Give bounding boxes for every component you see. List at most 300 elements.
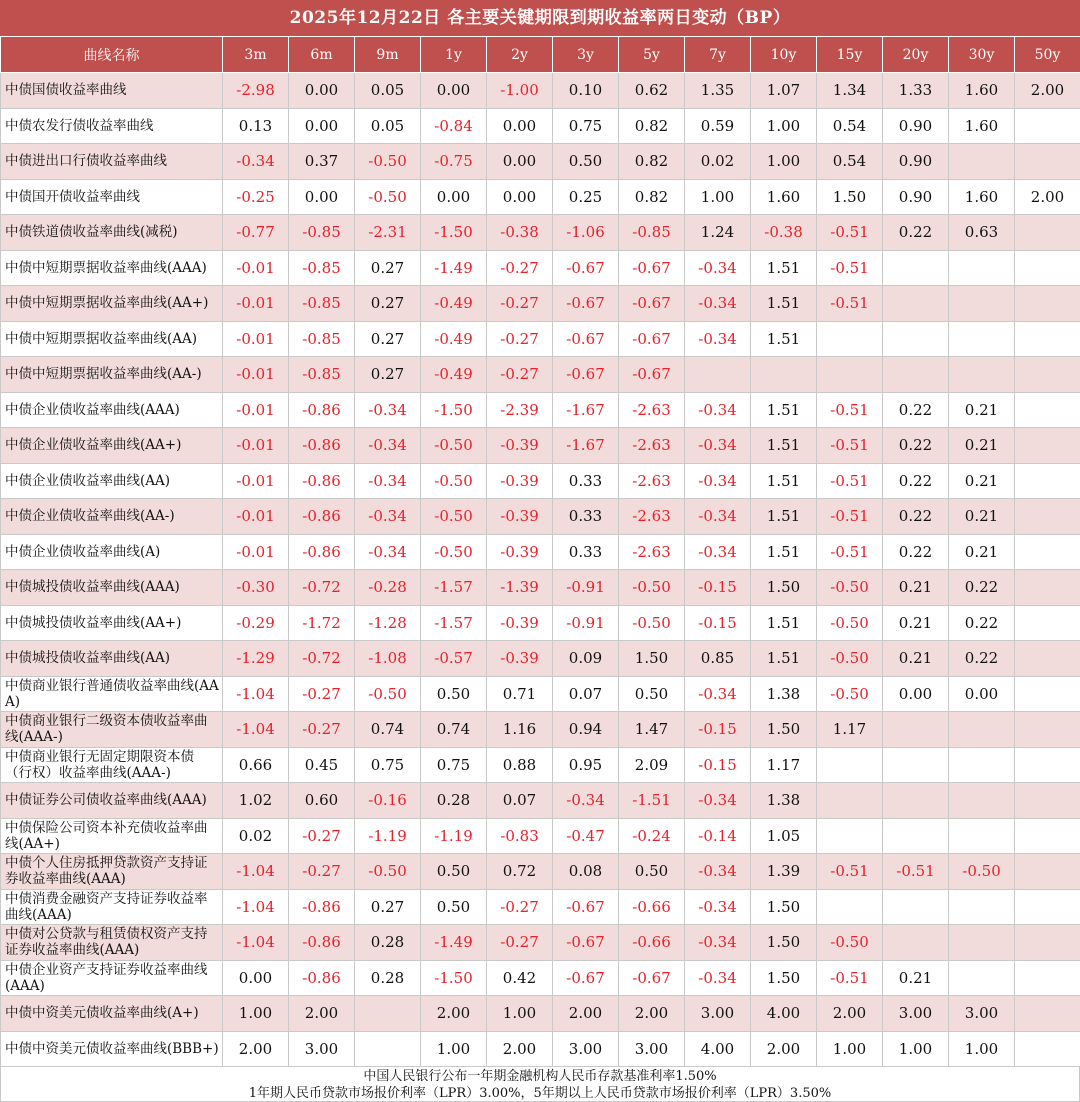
value-cell: 0.02 [223, 818, 289, 854]
value-cell: -1.00 [487, 73, 553, 109]
value-cell: -0.51 [817, 960, 883, 996]
value-cell: -2.63 [619, 428, 685, 464]
table-row [1, 996, 1080, 1032]
value-cell: 0.74 [421, 712, 487, 748]
value-cell: -2.63 [619, 534, 685, 570]
value-cell: 1.51 [751, 286, 817, 322]
value-cell [883, 712, 949, 748]
value-cell: -0.67 [619, 286, 685, 322]
value-cell [949, 747, 1015, 783]
value-cell: -0.27 [289, 712, 355, 748]
value-cell: 1.51 [751, 428, 817, 464]
value-cell: 0.28 [421, 783, 487, 819]
value-cell [1015, 215, 1080, 251]
value-cell: 0.21 [883, 605, 949, 641]
table-row [1, 605, 1080, 641]
value-cell: -2.63 [619, 499, 685, 535]
value-cell: 1.51 [751, 392, 817, 428]
value-cell: -0.85 [619, 215, 685, 251]
column-header-6m: 6m [289, 37, 355, 73]
value-cell: 2.09 [619, 747, 685, 783]
table-row [1, 570, 1080, 606]
table-row [1, 783, 1080, 819]
value-cell: 0.54 [817, 144, 883, 180]
curve-name-cell: 中债企业债收益率曲线(AAA) [1, 392, 223, 428]
value-cell: 0.27 [355, 250, 421, 286]
value-cell: -0.50 [421, 428, 487, 464]
value-cell: -0.15 [685, 605, 751, 641]
value-cell: -2.98 [223, 73, 289, 109]
value-cell: -0.28 [355, 570, 421, 606]
value-cell: -2.31 [355, 215, 421, 251]
value-cell: 0.37 [289, 144, 355, 180]
value-cell: 0.75 [553, 108, 619, 144]
value-cell: -0.86 [289, 392, 355, 428]
curve-name-cell: 中债企业债收益率曲线(AA-) [1, 499, 223, 535]
curve-name-cell: 中债城投债收益率曲线(AAA) [1, 570, 223, 606]
value-cell: 0.22 [883, 428, 949, 464]
value-cell: -0.50 [949, 854, 1015, 890]
value-cell [1015, 925, 1080, 961]
column-header-15y: 15y [817, 37, 883, 73]
value-cell: -1.04 [223, 854, 289, 890]
curve-name-cell: 中债企业债收益率曲线(AA+) [1, 428, 223, 464]
value-cell: 2.00 [817, 996, 883, 1032]
value-cell: -0.91 [553, 605, 619, 641]
value-cell [883, 321, 949, 357]
value-cell: -0.15 [685, 570, 751, 606]
value-cell: -2.63 [619, 392, 685, 428]
value-cell: -0.51 [883, 854, 949, 890]
value-cell: 0.08 [553, 854, 619, 890]
value-cell: -0.67 [553, 357, 619, 393]
value-cell: 0.22 [883, 392, 949, 428]
value-cell: -0.39 [487, 605, 553, 641]
value-cell: -0.67 [553, 960, 619, 996]
value-cell: -0.57 [421, 641, 487, 677]
curve-name-cell: 中债农发行债收益率曲线 [1, 108, 223, 144]
value-cell: 0.05 [355, 108, 421, 144]
value-cell: -0.24 [619, 818, 685, 854]
curve-name-cell: 中债企业债收益率曲线(A) [1, 534, 223, 570]
value-cell: -0.01 [223, 463, 289, 499]
table-row [1, 960, 1080, 996]
value-cell: -0.01 [223, 428, 289, 464]
value-cell: -0.34 [685, 321, 751, 357]
value-cell: -0.50 [817, 605, 883, 641]
value-cell: -0.27 [487, 925, 553, 961]
value-cell: -2.39 [487, 392, 553, 428]
value-cell: -1.29 [223, 641, 289, 677]
value-cell: 2.00 [751, 1031, 817, 1067]
value-cell: 1.38 [751, 783, 817, 819]
table-row [1, 925, 1080, 961]
value-cell: 0.95 [553, 747, 619, 783]
table-row [1, 534, 1080, 570]
value-cell: 0.22 [883, 499, 949, 535]
value-cell [1015, 499, 1080, 535]
value-cell: 0.25 [553, 179, 619, 215]
value-cell: -1.08 [355, 641, 421, 677]
value-cell: 2.00 [553, 996, 619, 1032]
value-cell: 2.00 [421, 996, 487, 1032]
value-cell [1015, 428, 1080, 464]
value-cell: 1.38 [751, 676, 817, 712]
value-cell: 0.33 [553, 499, 619, 535]
column-header-5y: 5y [619, 37, 685, 73]
value-cell: 0.88 [487, 747, 553, 783]
footer-note [0, 1066, 1080, 1102]
column-header-20y: 20y [883, 37, 949, 73]
value-cell: -0.01 [223, 499, 289, 535]
value-cell: 1.60 [949, 73, 1015, 109]
table-row [1, 712, 1080, 748]
curve-name-cell: 中债商业银行二级资本债收益率曲线(AAA-) [1, 712, 223, 748]
value-cell: -1.67 [553, 392, 619, 428]
value-cell: -0.51 [817, 250, 883, 286]
value-cell: -0.34 [685, 783, 751, 819]
value-cell [1015, 818, 1080, 854]
column-header-name: 曲线名称 [1, 37, 223, 73]
value-cell: -0.50 [421, 499, 487, 535]
value-cell: 1.05 [751, 818, 817, 854]
value-cell: -0.85 [289, 286, 355, 322]
table-row [1, 499, 1080, 535]
value-cell: 1.50 [817, 179, 883, 215]
value-cell: 0.21 [883, 641, 949, 677]
value-cell: -0.39 [487, 534, 553, 570]
value-cell: -0.51 [817, 499, 883, 535]
value-cell: -0.34 [685, 499, 751, 535]
value-cell: -0.84 [421, 108, 487, 144]
value-cell: 0.09 [553, 641, 619, 677]
value-cell [883, 818, 949, 854]
curve-name-cell: 中债中短期票据收益率曲线(AA) [1, 321, 223, 357]
curve-name-cell: 中债商业银行普通债收益率曲线(AAA) [1, 676, 223, 712]
value-cell: -1.50 [421, 215, 487, 251]
table-row [1, 108, 1080, 144]
value-cell: 1.00 [421, 1031, 487, 1067]
value-cell: 3.00 [619, 1031, 685, 1067]
value-cell [1015, 144, 1080, 180]
value-cell: 0.42 [487, 960, 553, 996]
value-cell: -0.34 [553, 783, 619, 819]
value-cell: -0.50 [355, 854, 421, 890]
value-cell [1015, 286, 1080, 322]
table-row [1, 747, 1080, 783]
value-cell: 1.34 [817, 73, 883, 109]
value-cell: -0.34 [685, 250, 751, 286]
value-cell: -0.27 [487, 889, 553, 925]
value-cell: -1.04 [223, 712, 289, 748]
value-cell: -0.83 [487, 818, 553, 854]
column-header-1y: 1y [421, 37, 487, 73]
value-cell: -0.15 [685, 747, 751, 783]
value-cell: -0.34 [223, 144, 289, 180]
value-cell: -0.27 [289, 676, 355, 712]
value-cell: 0.94 [553, 712, 619, 748]
value-cell: -0.01 [223, 534, 289, 570]
value-cell [949, 960, 1015, 996]
value-cell: -0.34 [685, 534, 751, 570]
value-cell: -0.34 [685, 286, 751, 322]
value-cell: -0.51 [817, 463, 883, 499]
value-cell: 1.00 [949, 1031, 1015, 1067]
yield-change-table [0, 36, 1080, 1067]
value-cell [817, 889, 883, 925]
value-cell [817, 818, 883, 854]
value-cell [817, 747, 883, 783]
value-cell: -0.86 [289, 925, 355, 961]
value-cell: -1.57 [421, 605, 487, 641]
value-cell: -0.51 [817, 534, 883, 570]
value-cell [817, 321, 883, 357]
value-cell: -0.72 [289, 641, 355, 677]
value-cell: 0.28 [355, 960, 421, 996]
value-cell [949, 321, 1015, 357]
value-cell [949, 357, 1015, 393]
value-cell: -1.50 [421, 960, 487, 996]
value-cell: 0.90 [883, 144, 949, 180]
value-cell: 0.33 [553, 534, 619, 570]
value-cell: 0.27 [355, 889, 421, 925]
table-body [1, 73, 1080, 1067]
curve-name-cell: 中债国开债收益率曲线 [1, 179, 223, 215]
value-cell: -0.51 [817, 392, 883, 428]
value-cell: -0.91 [553, 570, 619, 606]
value-cell: 1.51 [751, 463, 817, 499]
value-cell: -0.34 [685, 428, 751, 464]
value-cell: 0.60 [289, 783, 355, 819]
curve-name-cell: 中债中短期票据收益率曲线(AAA) [1, 250, 223, 286]
value-cell: -0.85 [289, 357, 355, 393]
table-row [1, 179, 1080, 215]
value-cell: 1.51 [751, 605, 817, 641]
value-cell: 2.00 [487, 1031, 553, 1067]
value-cell: -0.51 [817, 428, 883, 464]
value-cell: 1.51 [751, 641, 817, 677]
value-cell: -0.67 [553, 321, 619, 357]
value-cell: -0.27 [289, 854, 355, 890]
value-cell: 0.21 [949, 534, 1015, 570]
value-cell: -0.66 [619, 889, 685, 925]
value-cell: 0.00 [223, 960, 289, 996]
value-cell [883, 783, 949, 819]
table-row [1, 889, 1080, 925]
value-cell [949, 712, 1015, 748]
value-cell: 0.50 [619, 676, 685, 712]
value-cell [949, 889, 1015, 925]
value-cell: 1.00 [223, 996, 289, 1032]
value-cell: 1.60 [751, 179, 817, 215]
value-cell: -0.39 [487, 463, 553, 499]
value-cell: 0.21 [883, 960, 949, 996]
table-row [1, 818, 1080, 854]
value-cell: -0.85 [289, 215, 355, 251]
value-cell [817, 783, 883, 819]
column-header-10y: 10y [751, 37, 817, 73]
value-cell: 0.50 [421, 889, 487, 925]
value-cell: 0.13 [223, 108, 289, 144]
table-row [1, 392, 1080, 428]
value-cell [883, 925, 949, 961]
table-row [1, 463, 1080, 499]
value-cell: 0.21 [949, 463, 1015, 499]
value-cell: -0.39 [487, 428, 553, 464]
curve-name-cell: 中债中资美元债收益率曲线(BBB+) [1, 1031, 223, 1067]
value-cell [685, 357, 751, 393]
value-cell: -0.67 [619, 321, 685, 357]
value-cell: 1.02 [223, 783, 289, 819]
value-cell [1015, 889, 1080, 925]
value-cell: -0.34 [685, 960, 751, 996]
footer-lpr-rate: 1年期人民币贷款市场报价利率（LPR）3.00%，5年期以上人民币贷款市场报价利率（LPR）3.50% [248, 1086, 832, 1101]
value-cell: 0.33 [553, 463, 619, 499]
value-cell: -0.34 [355, 428, 421, 464]
value-cell: -1.06 [553, 215, 619, 251]
value-cell [1015, 534, 1080, 570]
value-cell: 0.75 [355, 747, 421, 783]
value-cell: 0.00 [421, 73, 487, 109]
value-cell: -0.85 [289, 321, 355, 357]
value-cell: 4.00 [751, 996, 817, 1032]
value-cell: -0.86 [289, 463, 355, 499]
value-cell: 1.51 [751, 534, 817, 570]
value-cell: 0.00 [289, 73, 355, 109]
value-cell: -0.72 [289, 570, 355, 606]
value-cell: 0.28 [355, 925, 421, 961]
value-cell: 0.22 [949, 570, 1015, 606]
curve-name-cell: 中债国债收益率曲线 [1, 73, 223, 109]
value-cell: 2.00 [619, 996, 685, 1032]
value-cell: -0.01 [223, 321, 289, 357]
value-cell: -1.19 [355, 818, 421, 854]
value-cell: -0.49 [421, 286, 487, 322]
value-cell [1015, 463, 1080, 499]
value-cell [883, 747, 949, 783]
value-cell: 3.00 [685, 996, 751, 1032]
value-cell: 0.07 [487, 783, 553, 819]
value-cell: 0.00 [883, 676, 949, 712]
value-cell: 0.50 [553, 144, 619, 180]
value-cell: -0.38 [487, 215, 553, 251]
value-cell: -0.34 [685, 463, 751, 499]
value-cell: 1.00 [817, 1031, 883, 1067]
value-cell: 0.27 [355, 357, 421, 393]
value-cell: -0.67 [619, 357, 685, 393]
value-cell: -0.34 [685, 925, 751, 961]
value-cell: -1.39 [487, 570, 553, 606]
value-cell: 1.00 [751, 144, 817, 180]
curve-name-cell: 中债中短期票据收益率曲线(AA+) [1, 286, 223, 322]
value-cell: 0.21 [949, 428, 1015, 464]
value-cell: 1.60 [949, 108, 1015, 144]
value-cell: -0.01 [223, 357, 289, 393]
value-cell: 0.75 [421, 747, 487, 783]
value-cell: -0.34 [355, 534, 421, 570]
value-cell: -0.27 [487, 321, 553, 357]
value-cell: 1.16 [487, 712, 553, 748]
value-cell: 0.21 [883, 570, 949, 606]
value-cell: -0.67 [553, 250, 619, 286]
value-cell: -0.50 [421, 463, 487, 499]
value-cell: -0.39 [487, 499, 553, 535]
value-cell: -0.86 [289, 889, 355, 925]
value-cell [1015, 570, 1080, 606]
value-cell: 0.59 [685, 108, 751, 144]
table-row [1, 73, 1080, 109]
value-cell [1015, 712, 1080, 748]
value-cell: 0.62 [619, 73, 685, 109]
value-cell: 0.45 [289, 747, 355, 783]
value-cell [1015, 321, 1080, 357]
value-cell: 2.00 [223, 1031, 289, 1067]
column-header-3m: 3m [223, 37, 289, 73]
value-cell: -0.49 [421, 357, 487, 393]
value-cell [1015, 357, 1080, 393]
value-cell: -0.49 [421, 321, 487, 357]
value-cell [1015, 996, 1080, 1032]
value-cell [1015, 1031, 1080, 1067]
value-cell: -0.50 [421, 534, 487, 570]
value-cell: 0.00 [487, 144, 553, 180]
value-cell: -0.86 [289, 428, 355, 464]
value-cell: -0.34 [685, 392, 751, 428]
value-cell: -0.86 [289, 534, 355, 570]
value-cell [949, 144, 1015, 180]
value-cell: -0.34 [685, 889, 751, 925]
value-cell: 0.22 [883, 534, 949, 570]
value-cell: -0.67 [553, 286, 619, 322]
table-row [1, 144, 1080, 180]
value-cell: -0.50 [817, 925, 883, 961]
value-cell: 0.21 [949, 499, 1015, 535]
value-cell: 0.21 [949, 392, 1015, 428]
value-cell: 3.00 [949, 996, 1015, 1032]
value-cell: -0.50 [355, 179, 421, 215]
value-cell: 1.00 [883, 1031, 949, 1067]
value-cell: 0.54 [817, 108, 883, 144]
value-cell: 1.17 [751, 747, 817, 783]
value-cell: 0.00 [289, 108, 355, 144]
value-cell: -0.77 [223, 215, 289, 251]
value-cell: 1.00 [487, 996, 553, 1032]
value-cell: 0.85 [685, 641, 751, 677]
value-cell [355, 1031, 421, 1067]
value-cell: 1.33 [883, 73, 949, 109]
column-header-9m: 9m [355, 37, 421, 73]
curve-name-cell: 中债中短期票据收益率曲线(AA-) [1, 357, 223, 393]
table-row [1, 676, 1080, 712]
value-cell [817, 357, 883, 393]
table-row [1, 250, 1080, 286]
value-cell: -0.34 [685, 854, 751, 890]
value-cell [883, 889, 949, 925]
value-cell: 1.24 [685, 215, 751, 251]
value-cell [1015, 605, 1080, 641]
value-cell [1015, 250, 1080, 286]
value-cell: 1.07 [751, 73, 817, 109]
curve-name-cell: 中债城投债收益率曲线(AA+) [1, 605, 223, 641]
value-cell: -0.50 [817, 676, 883, 712]
value-cell: -0.85 [289, 250, 355, 286]
value-cell: -0.01 [223, 286, 289, 322]
value-cell: 1.50 [751, 570, 817, 606]
value-cell [949, 286, 1015, 322]
value-cell: 1.60 [949, 179, 1015, 215]
table-row [1, 321, 1080, 357]
value-cell [949, 925, 1015, 961]
